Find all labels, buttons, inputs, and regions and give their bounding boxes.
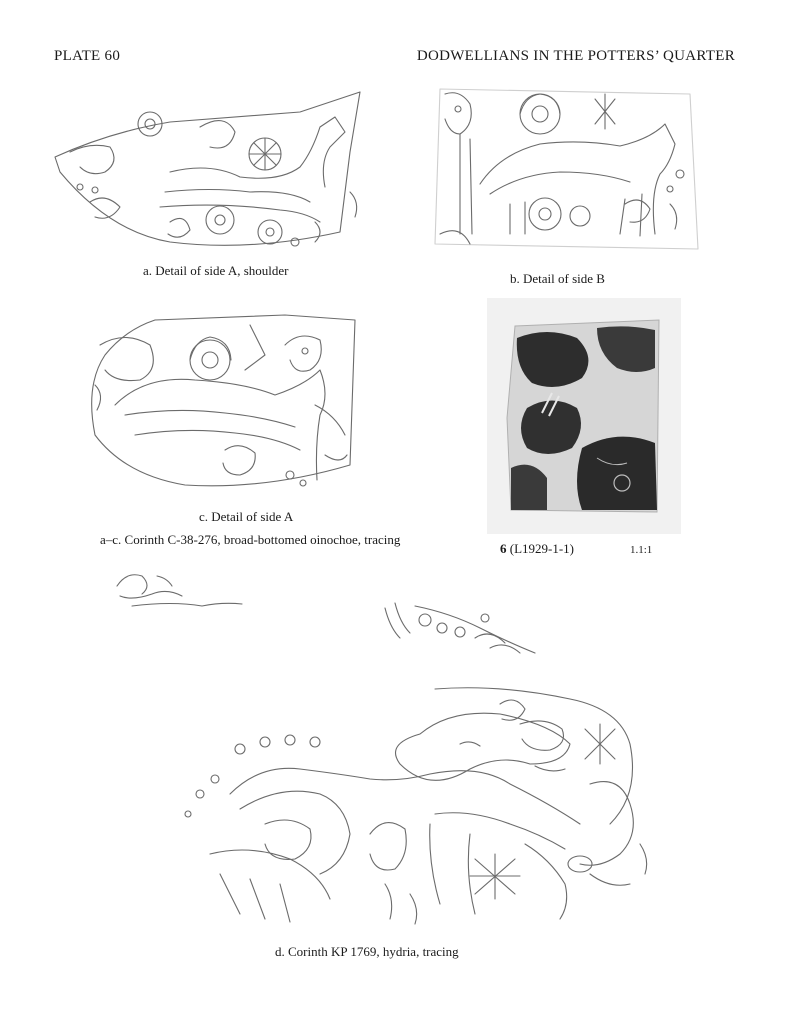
plate-number: PLATE 60	[54, 48, 121, 64]
catalogue-number: 6	[500, 541, 507, 556]
tracing-fragment-small-2	[380, 598, 540, 660]
tracing-c	[85, 315, 365, 503]
photo-caption	[500, 541, 574, 557]
running-title: DODWELLIANS IN THE POTTERS’ QUARTER	[416, 48, 735, 64]
tracing-fragment-small-1	[112, 566, 247, 610]
caption-d: d. Corinth KP 1769, hydria, tracing	[275, 944, 459, 959]
inventory-reference: (L1929-1-1)	[506, 541, 575, 556]
tracing-d	[170, 684, 660, 934]
caption-a-c: a–c. Corinth C-38-276, broad-bottomed oinochoe, tracing	[100, 532, 401, 547]
tracing-b	[430, 84, 700, 256]
caption-a: a. Detail of side A, shoulder	[143, 263, 289, 278]
fragment-image	[487, 298, 681, 534]
photograph-fragment-6	[487, 298, 681, 534]
tracing-a	[50, 92, 390, 262]
photo-scale: 1.1:1	[630, 544, 653, 556]
caption-b: b. Detail of side B	[510, 271, 605, 286]
caption-c: c. Detail of side A	[199, 509, 294, 524]
